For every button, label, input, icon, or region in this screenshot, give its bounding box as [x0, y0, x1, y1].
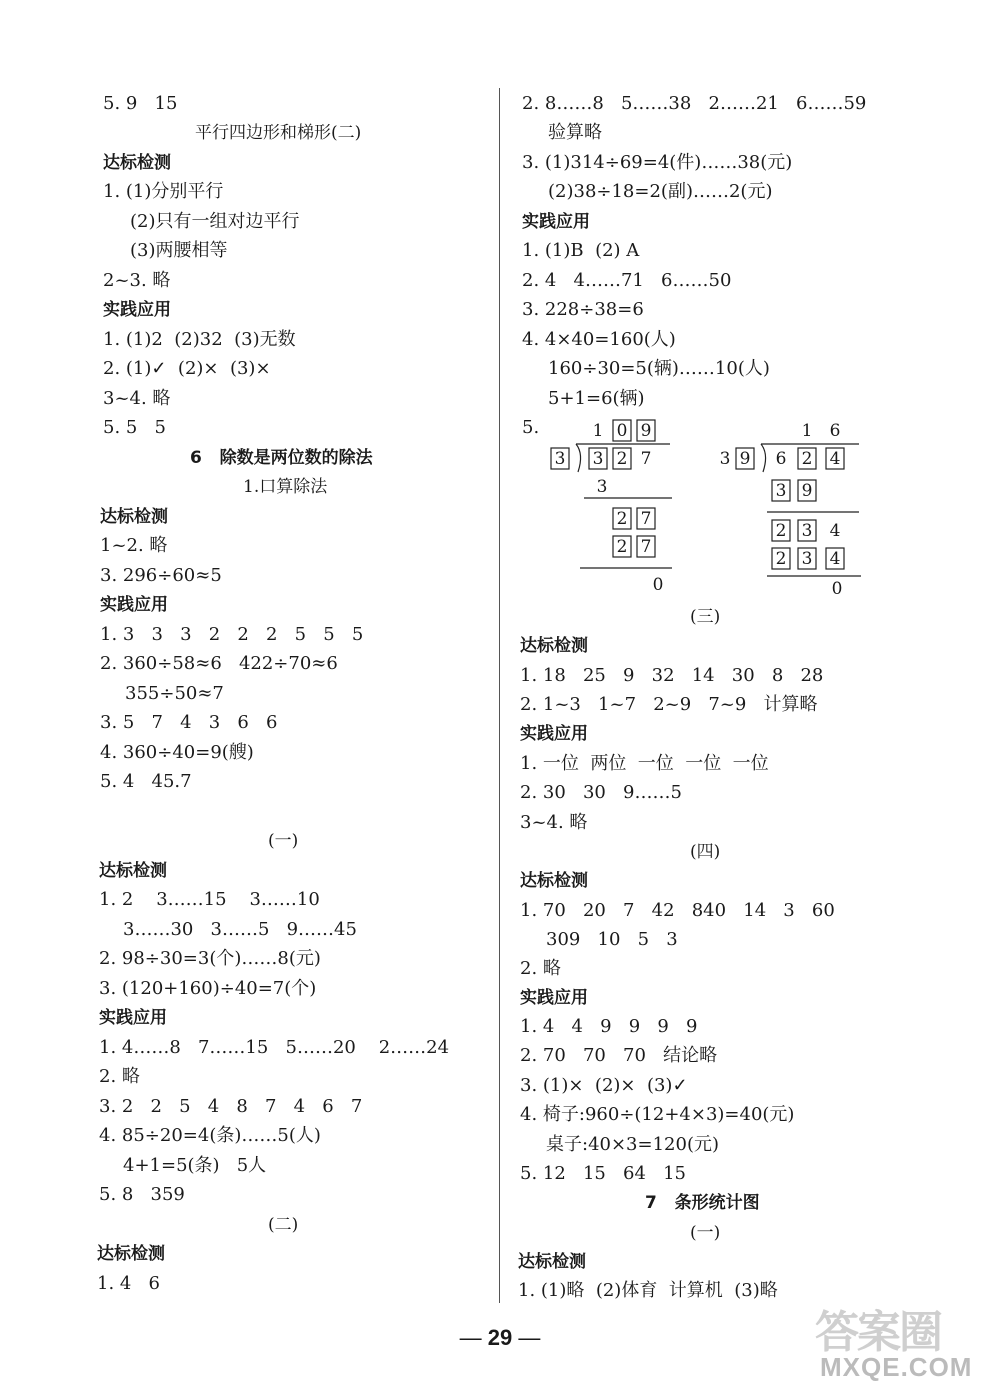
- long-division-b: [715, 412, 875, 597]
- answer-line: (一): [690, 1223, 721, 1243]
- section-heading: 达标检测: [520, 871, 588, 891]
- step-digit: 7: [640, 509, 652, 529]
- answer-line: 2. 8……8 5……38 2……21 6……59: [522, 93, 867, 114]
- step-digit: 3: [775, 481, 787, 501]
- dividend-digit: 7: [640, 449, 652, 469]
- answer-line: 1. (1)分别平行: [103, 181, 224, 202]
- answer-line: 1. (1)2 (2)32 (3)无数: [103, 329, 296, 350]
- section-heading: 达标检测: [100, 507, 168, 527]
- page-number-value: 29: [487, 1325, 513, 1350]
- answer-line: 3. 228÷38=6: [522, 299, 644, 320]
- answer-line: 2. 98÷30=3(个)……8(元): [99, 948, 321, 969]
- section-heading: 达标检测: [103, 153, 171, 173]
- answer-line: 1. (1)B (2) A: [522, 240, 640, 261]
- divisor-digit: 3: [554, 449, 566, 469]
- step-digit: 4: [829, 521, 841, 541]
- answer-line: 2. 1~3 1~7 2~9 7~9 计算略: [520, 694, 818, 715]
- dividend-digit: 4: [829, 449, 841, 469]
- answer-line: 1. 4 6: [97, 1273, 160, 1294]
- step-digit: 9: [801, 481, 813, 501]
- dividend-digit: 3: [592, 449, 604, 469]
- answer-line: 1. 4……8 7……15 5……20 2……24: [99, 1037, 450, 1058]
- dividend-digit: 2: [801, 449, 813, 469]
- answer-line: (2)只有一组对边平行: [130, 211, 300, 232]
- answer-line: 4. 椅子:960÷(12+4×3)=40(元): [520, 1104, 795, 1125]
- answer-line: 309 10 5 3: [546, 929, 678, 950]
- answer-line: 5.: [522, 417, 540, 438]
- answer-line: 3. (1)314÷69=4(件)……38(元): [522, 152, 793, 173]
- page-number-dash-right: —: [518, 1325, 541, 1350]
- answer-line: 1. (1)略 (2)体育 计算机 (3)略: [518, 1280, 778, 1301]
- section-heading: 实践应用: [100, 595, 168, 615]
- answer-line: 2. 360÷58≈6 422÷70≈6: [100, 653, 338, 674]
- answer-line: 5. 8 359: [99, 1184, 185, 1205]
- step-digit: 3: [801, 549, 813, 569]
- section-heading: 达标检测: [518, 1252, 586, 1272]
- answer-line: 5. 5 5: [103, 417, 166, 438]
- section-heading: 7 条形统计图: [645, 1193, 760, 1213]
- remainder-digit: 0: [652, 575, 664, 595]
- section-heading: 实践应用: [99, 1008, 167, 1028]
- answer-line: 3. (1)× (2)× (3)✓: [520, 1075, 688, 1096]
- answer-line: 3. (120+160)÷40=7(个): [99, 978, 317, 999]
- quotient-digit: 1: [592, 421, 604, 441]
- answer-line: (三): [690, 607, 721, 627]
- quotient-digit: 6: [829, 421, 841, 441]
- answer-line: 3~4. 略: [103, 388, 171, 409]
- answer-line: (四): [690, 842, 721, 862]
- section-heading: 6 除数是两位数的除法: [190, 448, 373, 468]
- section-heading: 实践应用: [520, 724, 588, 744]
- answer-line: 1.口算除法: [243, 477, 328, 497]
- answer-line: 5. 9 15: [103, 93, 178, 114]
- answer-line: 3. 5 7 4 3 6 6: [100, 712, 278, 733]
- answer-line: 4. 360÷40=9(艘): [100, 742, 254, 763]
- answer-line: 1. 18 25 9 32 14 30 8 28: [520, 665, 824, 686]
- watermark-logo: 答案圈: [815, 1307, 941, 1358]
- answer-line: 平行四边形和梯形(二): [195, 123, 362, 143]
- answer-line: 1. 一位 两位 一位 一位 一位: [520, 753, 769, 774]
- answer-line: 2. 略: [99, 1066, 140, 1087]
- dividend-digit: 2: [616, 449, 628, 469]
- section-heading: 达标检测: [520, 636, 588, 656]
- answer-line: 355÷50≈7: [125, 683, 224, 704]
- division-bracket: [761, 444, 766, 472]
- quotient-digit: 0: [616, 421, 628, 441]
- division-bracket: [576, 444, 581, 472]
- step-digit: 2: [775, 521, 787, 541]
- divisor-digit: 9: [739, 449, 751, 469]
- page-number: [440, 1325, 560, 1351]
- answer-line: 2. 70 70 70 结论略: [520, 1045, 718, 1066]
- answer-line: 2. (1)✓ (2)× (3)×: [103, 358, 271, 379]
- answer-line: 4+1=5(条) 5人: [123, 1155, 267, 1176]
- answer-line: 3……30 3……5 9……45: [123, 919, 357, 940]
- remainder-digit: 0: [831, 579, 843, 597]
- section-heading: 实践应用: [103, 300, 171, 320]
- long-division-a: [540, 412, 690, 597]
- dividend-digit: 6: [775, 449, 787, 469]
- answer-line: 1. 4 4 9 9 9 9: [520, 1016, 698, 1037]
- watermark-site: MXQE.COM: [820, 1352, 973, 1382]
- section-heading: 实践应用: [522, 212, 590, 232]
- quotient-digit: 1: [801, 421, 813, 441]
- answer-line: 5. 12 15 64 15: [520, 1163, 687, 1184]
- step-digit: 2: [616, 509, 628, 529]
- page-number-dash-left: —: [459, 1325, 482, 1350]
- section-heading: 达标检测: [97, 1244, 165, 1264]
- answer-line: 4. 4×40=160(人): [522, 329, 676, 350]
- answer-line: 2. 30 30 9……5: [520, 782, 682, 803]
- answer-line: 桌子:40×3=120(元): [546, 1134, 719, 1155]
- answer-line: 1. 2 3……15 3……10: [99, 889, 320, 910]
- answer-line: 验算略: [548, 122, 602, 143]
- step-digit: 2: [775, 549, 787, 569]
- answer-line: (2)38÷18=2(副)……2(元): [548, 181, 773, 202]
- answer-line: 5+1=6(辆): [548, 388, 645, 409]
- answer-line: 4. 85÷20=4(条)……5(人): [99, 1125, 321, 1146]
- answer-line: 3. 296÷60≈5: [100, 565, 222, 586]
- answer-line: (3)两腰相等: [130, 240, 228, 261]
- answer-line: 1. 70 20 7 42 840 14 3 60: [520, 900, 835, 921]
- step-digit: 3: [596, 477, 608, 497]
- answer-line: 3~4. 略: [520, 812, 588, 833]
- answer-line: 5. 4 45.7: [100, 771, 192, 792]
- section-heading: 实践应用: [520, 988, 588, 1008]
- divisor-digit: 3: [719, 449, 731, 469]
- answer-line: (一): [268, 831, 299, 851]
- answer-line: 2. 4 4……71 6……50: [522, 270, 732, 291]
- step-digit: 3: [801, 521, 813, 541]
- answer-line: 3. 2 2 5 4 8 7 4 6 7: [99, 1096, 363, 1117]
- quotient-digit: 9: [640, 421, 652, 441]
- step-digit: 7: [640, 537, 652, 557]
- answer-line: 1~2. 略: [100, 535, 168, 556]
- answer-line: 160÷30=5(辆)……10(人): [548, 358, 770, 379]
- answer-line: 1. 3 3 3 2 2 2 5 5 5: [100, 624, 364, 645]
- answer-line: 2. 略: [520, 958, 561, 979]
- step-digit: 4: [829, 549, 841, 569]
- column-divider: [499, 88, 500, 1303]
- section-heading: 达标检测: [99, 861, 167, 881]
- answer-line: 2~3. 略: [103, 270, 171, 291]
- answer-line: (二): [268, 1215, 299, 1235]
- step-digit: 2: [616, 537, 628, 557]
